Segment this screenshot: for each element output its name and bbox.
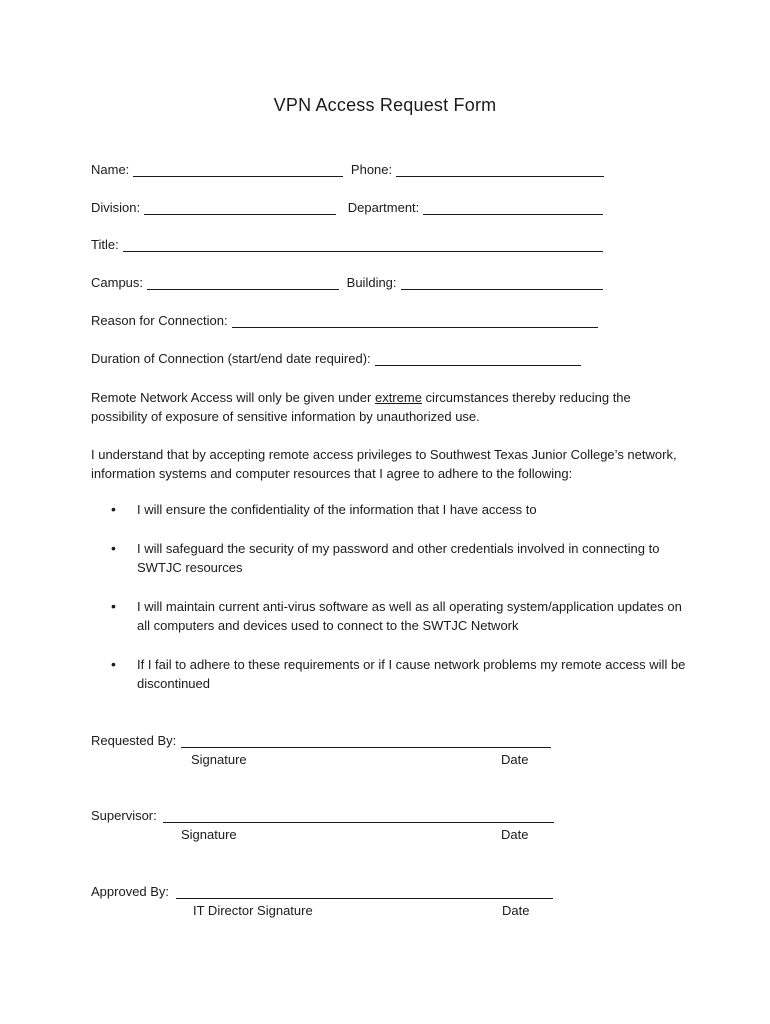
bullet-icon: •: [111, 501, 116, 517]
list-item: [91, 500, 691, 519]
agreement-intro: I understand that by accepting remote access privileges to Southwest Texas Junior College’s network, information systems and computer resources that I agree to adhere to the following:: [91, 447, 677, 481]
title-row: [91, 237, 603, 255]
duration-row: [91, 351, 581, 369]
requested-date-caption: Date: [501, 752, 529, 767]
supervisor-label: Supervisor:: [91, 808, 157, 823]
approved-by-label: Approved By:: [91, 884, 170, 899]
list-item: [91, 539, 691, 577]
approved-signature-caption: IT Director Signature: [193, 903, 313, 918]
reason-label: Reason for Connection:: [91, 313, 228, 328]
department-field[interactable]: [348, 200, 604, 215]
notice-text-after: circumstances thereby reducing the possibility of exposure of sensitive information by unauthorized use.: [91, 390, 631, 424]
phone-field[interactable]: [351, 162, 604, 177]
division-label: Division:: [91, 200, 141, 215]
duration-blank[interactable]: [375, 352, 581, 366]
division-department-row: [91, 200, 603, 218]
duration-field[interactable]: [91, 351, 581, 366]
agreement-list: [91, 500, 691, 713]
list-item: [91, 597, 691, 635]
name-field[interactable]: [91, 162, 343, 177]
title-field[interactable]: [91, 237, 603, 252]
approved-by-signature-line[interactable]: [176, 898, 553, 899]
name-label: Name:: [91, 162, 130, 177]
bullet-text: I will safeguard the security of my password and other credentials involved in connecting to SWTJC resources: [137, 541, 660, 575]
campus-field[interactable]: [91, 275, 339, 290]
building-label: Building:: [346, 275, 397, 290]
bullet-text: If I fail to adhere to these requirements or if I cause network problems my remote access will be discontinued: [137, 657, 686, 691]
reason-blank[interactable]: [232, 314, 598, 328]
bullet-text: I will maintain current anti-virus software as well as all operating system/application updates on all computers and devices used to connect to the SWTJC Network: [137, 599, 682, 633]
name-phone-row: [91, 162, 604, 180]
bullet-icon: •: [111, 656, 116, 672]
notice-paragraph: [91, 388, 681, 426]
phone-label: Phone:: [350, 162, 393, 177]
campus-label: Campus:: [91, 275, 144, 290]
page-title: VPN Access Request Form: [273, 95, 497, 115]
campus-blank[interactable]: [147, 276, 339, 290]
name-blank[interactable]: [133, 163, 343, 177]
notice-emphasis: extreme: [374, 390, 422, 405]
supervisor-date-caption: Date: [501, 827, 529, 842]
reason-row: [91, 313, 598, 331]
division-blank[interactable]: [144, 201, 336, 215]
requested-by-label: Requested By:: [91, 733, 177, 748]
department-blank[interactable]: [423, 201, 603, 215]
duration-label: Duration of Connection (start/end date required):: [91, 351, 371, 366]
reason-field[interactable]: [91, 313, 598, 328]
list-item: [91, 655, 691, 693]
supervisor-signature-line[interactable]: [163, 822, 554, 823]
requested-by-signature-line[interactable]: [181, 747, 551, 748]
requested-signature-caption: Signature: [191, 752, 247, 767]
building-field[interactable]: [347, 275, 603, 290]
bullet-icon: •: [111, 540, 116, 556]
notice-text-before: Remote Network Access will only be given under: [91, 390, 375, 405]
department-label: Department:: [347, 200, 420, 215]
division-field[interactable]: [91, 200, 336, 215]
supervisor-signature-caption: Signature: [181, 827, 237, 842]
bullet-text: I will ensure the confidentiality of the information that I have access to: [137, 502, 537, 517]
approved-date-caption: Date: [502, 903, 530, 918]
phone-blank[interactable]: [396, 163, 604, 177]
title-blank[interactable]: [123, 238, 603, 252]
title-label: Title:: [91, 237, 119, 252]
campus-building-row: [91, 275, 603, 293]
bullet-icon: •: [111, 598, 116, 614]
building-blank[interactable]: [401, 276, 603, 290]
